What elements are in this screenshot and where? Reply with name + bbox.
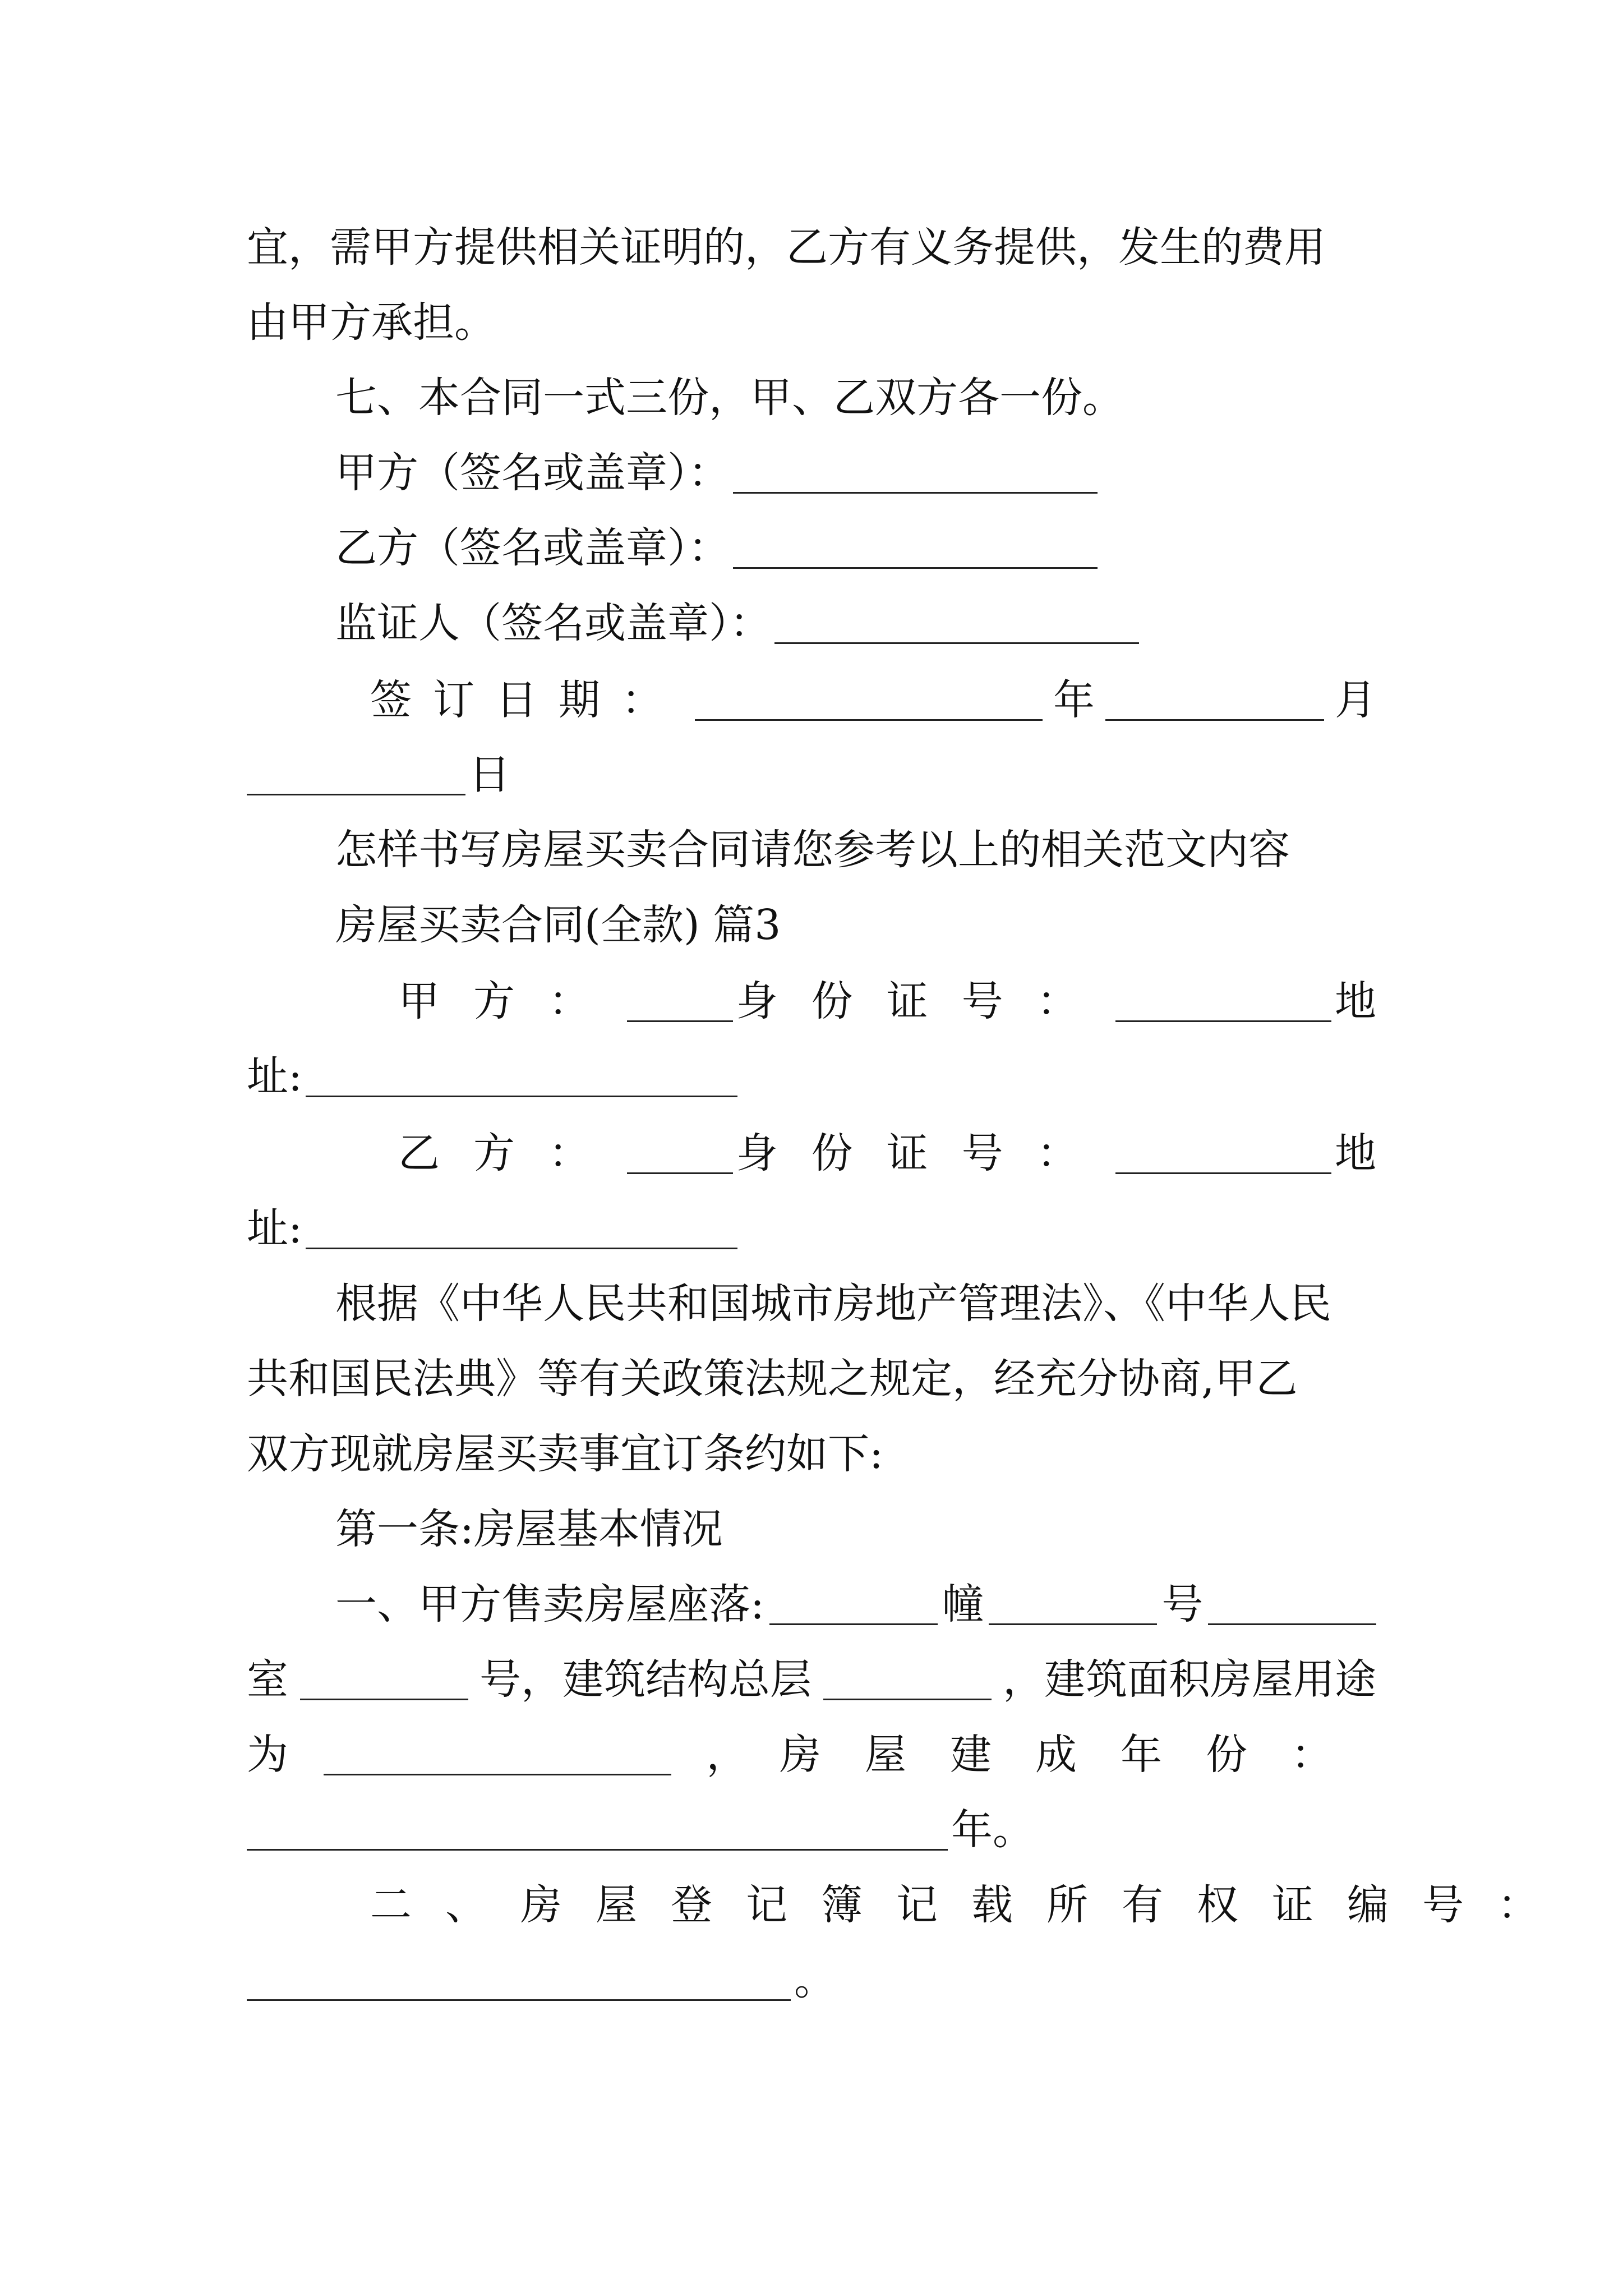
building-blank[interactable]: [989, 1586, 1157, 1625]
certificate-number-blank[interactable]: [247, 1962, 791, 2001]
signature-blank[interactable]: [774, 605, 1139, 644]
usage-blank[interactable]: [324, 1736, 671, 1775]
property-location-line: 一、甲方售卖房屋座落: 幢 号: [335, 1580, 1376, 1625]
text-line: 共和国民法典》等有关政策法规之规定，经充分协商,甲乙: [247, 1355, 1298, 1403]
party-b-info: 乙方： 身份证号： 地: [398, 1129, 1376, 1177]
id-number-blank[interactable]: [1115, 983, 1331, 1022]
day-blank[interactable]: [247, 756, 465, 795]
article-one-heading: 第一条:房屋基本情况: [335, 1505, 723, 1553]
address-blank[interactable]: [306, 1058, 737, 1097]
signature-blank[interactable]: [733, 454, 1098, 494]
text-line: 根据《中华人民共和国城市房地产管理法》、《中华人民: [335, 1280, 1331, 1328]
year-blank[interactable]: [695, 682, 1043, 721]
location-blank[interactable]: [769, 1586, 938, 1625]
paragraph-text: 由甲方承担。: [247, 298, 496, 347]
build-year-blank[interactable]: [247, 1811, 948, 1851]
reference-note: 怎样书写房屋买卖合同请您参考以上的相关范文内容: [335, 826, 1290, 874]
text-line: [247, 223, 1376, 272]
address-blank[interactable]: [306, 1210, 737, 1249]
section-heading: 房屋买卖合同(全款) 篇3: [335, 901, 781, 949]
party-b-address: 址:: [247, 1204, 741, 1249]
party-b-signature: 乙方（签名或盖章）：: [335, 524, 1101, 569]
name-blank[interactable]: [627, 1135, 733, 1174]
party-a-signature: 甲方（签名或盖章）：: [335, 449, 1101, 494]
signing-date-day: 日: [247, 751, 510, 795]
text-line: [247, 298, 496, 347]
paragraph-text: 宜，需甲方提供相关证明的，乙方有义务提供，发生的费用: [247, 223, 1326, 272]
build-year-line: 年。: [247, 1806, 1034, 1851]
ownership-certificate-line: 二、房屋登记簿记载所有权证编号：: [370, 1881, 1573, 1929]
number-blank[interactable]: [1208, 1586, 1376, 1625]
room-blank[interactable]: [300, 1661, 468, 1700]
party-a-address: 址:: [247, 1052, 741, 1097]
property-structure-line: 室 号，建筑结构总层 ，建筑面积房屋用途: [247, 1655, 1376, 1704]
clause-seven: 七、本合同一式三份，甲、乙双方各一份。: [335, 374, 1124, 422]
name-blank[interactable]: [627, 983, 733, 1022]
signing-date-line: 签订日期： 年 月: [370, 676, 1376, 724]
id-number-blank[interactable]: [1115, 1135, 1331, 1174]
month-blank[interactable]: [1105, 682, 1324, 721]
certificate-number-line: 。: [247, 1956, 836, 2001]
floors-blank[interactable]: [823, 1661, 992, 1700]
text-line: 双方现就房屋买卖事宜订条约如下:: [247, 1430, 883, 1478]
party-a-info: 甲方： 身份证号： 地: [398, 977, 1376, 1025]
witness-signature: 监证人（签名或盖章）：: [335, 599, 1142, 644]
signature-blank[interactable]: [733, 530, 1098, 569]
property-usage-line: 为 ， 房屋建成年份：: [247, 1731, 1376, 1779]
